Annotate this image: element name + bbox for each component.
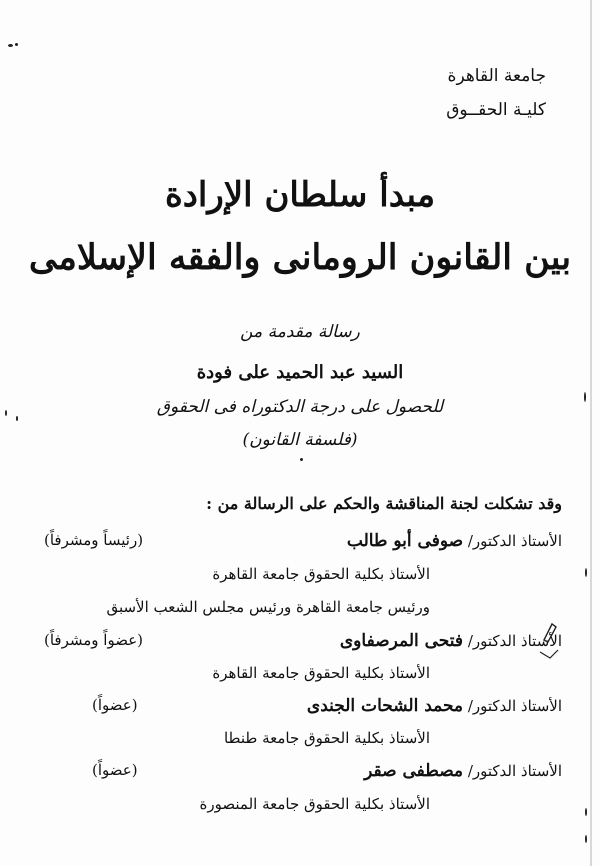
member-prefix: الأستاذ الدكتور/ — [467, 697, 562, 715]
scan-speck — [584, 392, 586, 402]
member-affiliation: الأستاذ بكلية الحقوق جامعة القاهرة — [212, 664, 430, 682]
committee-member-3 — [307, 696, 562, 716]
member-prefix: الأستاذ الدكتور/ — [467, 532, 562, 550]
committee-member-2 — [340, 631, 562, 651]
thesis-title-line-1: مبدأ سلطان الإرادة — [164, 175, 436, 215]
member-affiliation: الأستاذ بكلية الحقوق جامعة طنطا — [223, 729, 430, 747]
thesis-title-line-2: بين القانون الرومانى والفقه الإسلامى — [28, 237, 572, 278]
member-prefix: الأستاذ الدكتور/ — [467, 762, 562, 780]
member-name: صوفى أبو طالب — [346, 531, 464, 551]
member-role: (رئيساً ومشرفاً) — [44, 531, 144, 549]
university-name: جامعة القاهرة — [447, 66, 546, 86]
margin-pen-mark-icon — [538, 620, 562, 660]
member-role: (عضواً) — [92, 696, 138, 714]
author-name: السيد عبد الحميد على فودة — [196, 362, 404, 383]
member-name: فتحى المرصفاوى — [339, 631, 464, 651]
member-name: محمد الشحات الجندى — [306, 696, 464, 716]
scan-speck — [585, 835, 587, 843]
scan-speck — [585, 808, 587, 816]
member-affiliation: الأستاذ بكلية الحقوق جامعة القاهرة — [212, 565, 430, 583]
scan-speck — [300, 458, 303, 461]
scan-speck — [5, 410, 7, 416]
member-role: (عضواً) — [92, 761, 138, 779]
member-affiliation: ورئيس جامعة القاهرة ورئيس مجلس الشعب الأسبق — [106, 598, 430, 616]
scan-speck — [585, 568, 587, 577]
scan-speck — [16, 416, 18, 421]
submitted-by-label: رسالة مقدمة من — [240, 322, 360, 342]
scan-speck — [8, 44, 13, 47]
member-affiliation: الأستاذ بكلية الحقوق جامعة المنصورة — [199, 795, 430, 813]
committee-member-1 — [347, 531, 562, 551]
faculty-name: كليـة الحقــوق — [446, 100, 546, 120]
specialization-line: (فلسفة القانون) — [242, 430, 358, 450]
committee-member-4 — [364, 761, 562, 781]
member-name: مصطفى صقر — [364, 761, 464, 781]
scan-speck — [15, 43, 18, 46]
member-role: (عضواً ومشرفاً) — [44, 631, 144, 649]
degree-line: للحصول على درجة الدكتوراه فى الحقوق — [156, 397, 444, 417]
member-prefix: الأستاذ الدكتور/ — [467, 632, 562, 650]
committee-heading: وقد تشكلت لجنة المناقشة والحكم على الرسالة من : — [206, 494, 562, 513]
